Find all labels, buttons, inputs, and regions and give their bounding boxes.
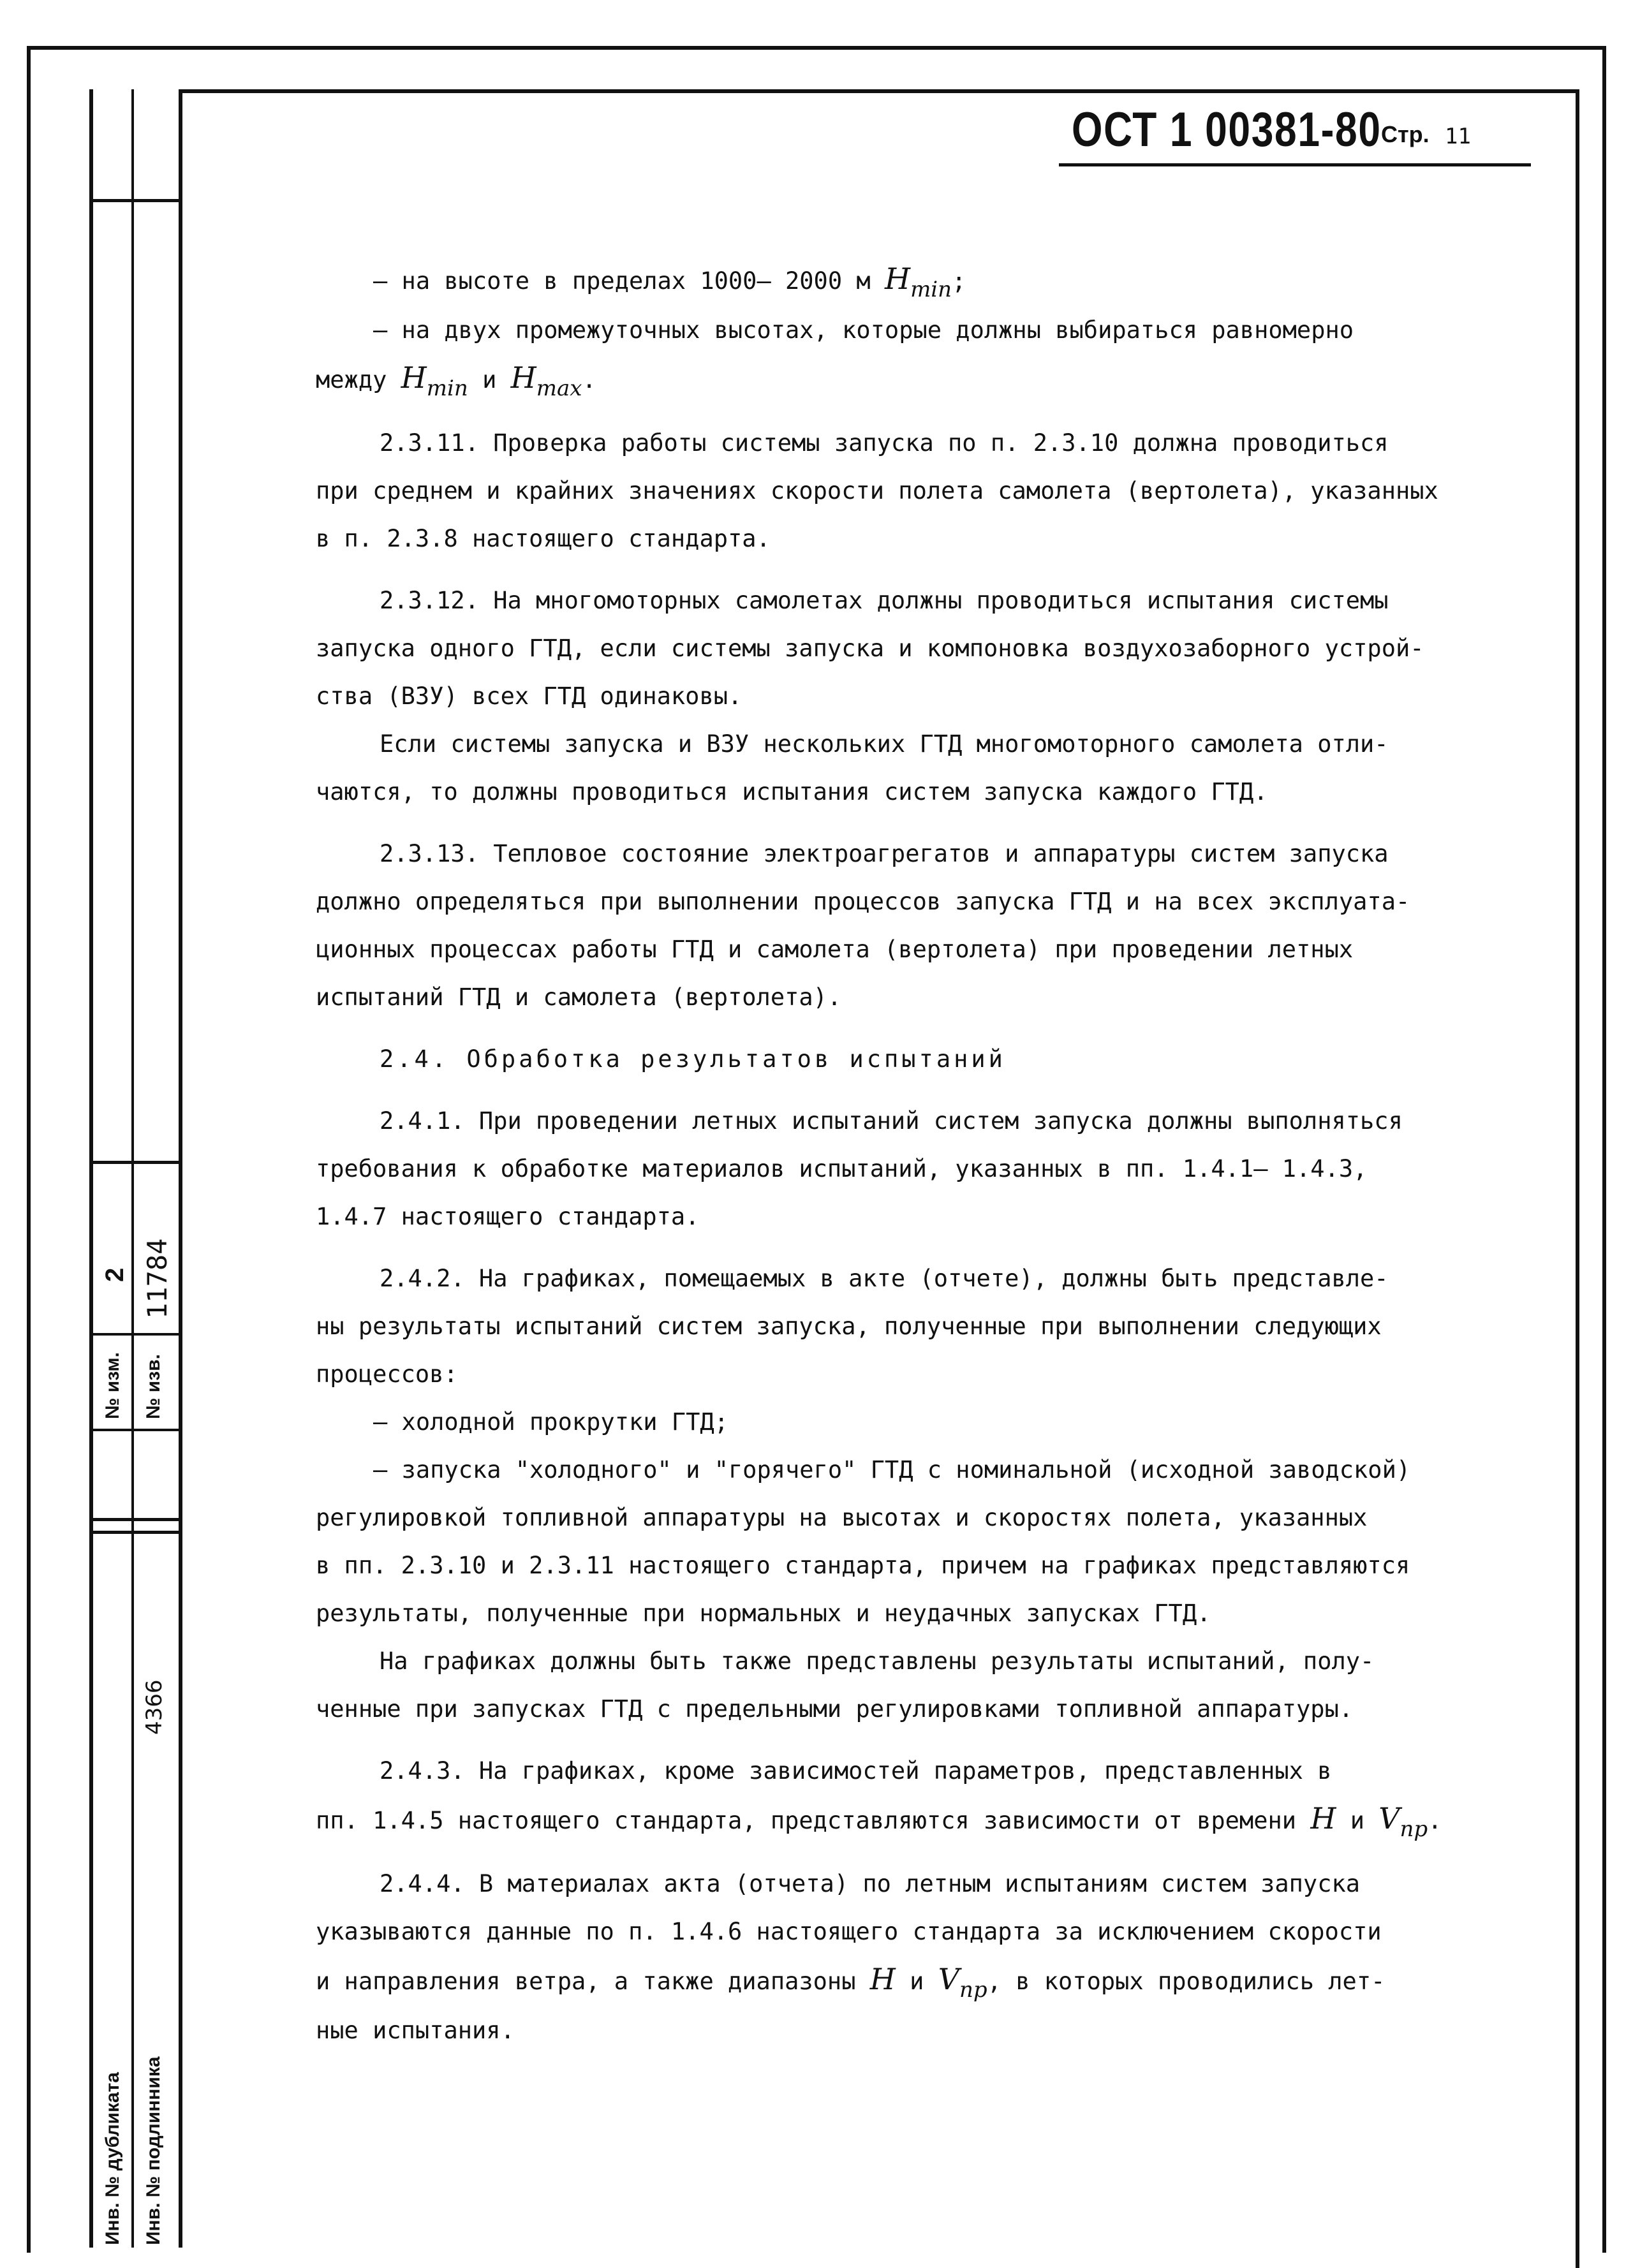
document-header bbox=[1059, 102, 1531, 166]
document-body bbox=[316, 255, 1540, 2054]
original-inventory-number: 4366 bbox=[142, 1679, 167, 1735]
subscript-min: min bbox=[426, 376, 468, 401]
symbol-v: V bbox=[938, 1962, 959, 1996]
text-line: ционных процессах работы ГТД и самолета (вертолета) при проведении летных bbox=[316, 936, 1354, 963]
text-line: результаты, полученные при нормальных и неудачных запусках ГТД. bbox=[316, 1600, 1211, 1627]
change-number: 2 bbox=[101, 1267, 129, 1282]
symbol-h: H bbox=[869, 1962, 896, 1996]
symbol-v: V bbox=[1378, 1801, 1400, 1836]
text-line: 2.4.4. В материалах акта (отчета) по летным испытаниям систем запуска bbox=[380, 1870, 1361, 1897]
text-line: 1.4.7 настоящего стандарта. bbox=[316, 1203, 700, 1230]
text-line: пп. 1.4.5 настоящего стандарта, представляются зависимости от времени H и Vпр. bbox=[316, 1801, 1442, 1842]
text-line: указываются данные по п. 1.4.6 настоящего стандарта за исключением скорости bbox=[316, 1918, 1382, 1945]
text-line: испытаний ГТД и самолета (вертолета). bbox=[316, 983, 842, 1011]
right-edge-line bbox=[1576, 1193, 1605, 2248]
text-line: – запуска "холодного" и "горячего" ГТД с номинальной (исходной заводской) bbox=[373, 1456, 1411, 1484]
text-line: и направления ветра, а также диапазоны H и Vпр, в которых проводились лет- bbox=[316, 1962, 1385, 2003]
text-line: между Hmin и Hmax. bbox=[316, 360, 596, 401]
text-line: – на двух промежуточных высотах, которые должны выбираться равномерно bbox=[373, 316, 1354, 344]
margin-rule bbox=[89, 1531, 182, 1534]
change-label: № изм. bbox=[102, 1352, 123, 1419]
text-line: процессов: bbox=[316, 1360, 458, 1388]
subscript-min: min bbox=[910, 277, 952, 302]
text-line: ства (ВЗУ) всех ГТД одинаковы. bbox=[316, 682, 742, 710]
duplicate-inventory-label: Инв. № дубликата bbox=[102, 2072, 123, 2245]
text-line: чаются, то должны проводиться испытания систем запуска каждого ГТД. bbox=[316, 778, 1268, 806]
margin-rule bbox=[89, 1518, 182, 1521]
text-line: ные испытания. bbox=[316, 2017, 515, 2044]
margin-strip bbox=[89, 89, 182, 2248]
text-line: запуска одного ГТД, если системы запуска и компоновка воздухозаборного устрой- bbox=[316, 635, 1424, 662]
text-line: 2.3.13. Тепловое состояние электроагрегатов и аппаратуры систем запуска bbox=[380, 840, 1389, 867]
text-line: в пп. 2.3.10 и 2.3.11 настоящего стандарта, причем на графиках представляются bbox=[316, 1552, 1410, 1579]
notice-label: № изв. bbox=[143, 1354, 164, 1419]
original-inventory-label: Инв. № подлинника bbox=[143, 2056, 164, 2245]
text-line: ны результаты испытаний систем запуска, полученные при выполнении следующих bbox=[316, 1313, 1382, 1340]
text-line: – на высоте в пределах 1000– 2000 м Hmin; bbox=[373, 261, 966, 302]
text-line: в п. 2.3.8 настоящего стандарта. bbox=[316, 525, 771, 552]
margin-rule bbox=[89, 199, 182, 202]
text-line: Если системы запуска и ВЗУ нескольких ГТД многомоторного самолета отли- bbox=[380, 730, 1389, 758]
text-line: регулировкой топливной аппаратуры на высотах и скоростях полета, указанных bbox=[316, 1504, 1368, 1531]
section-heading: 2.4. Обработка результатов испытаний bbox=[380, 1045, 1006, 1073]
subscript-max: max bbox=[536, 376, 582, 401]
text-line: 2.3.11. Проверка работы системы запуска по п. 2.3.10 должна проводиться bbox=[380, 429, 1389, 457]
text-line: 2.4.1. При проведении летных испытаний систем запуска должны выполняться bbox=[380, 1107, 1403, 1135]
margin-strip-divider bbox=[131, 89, 134, 2248]
text-line: На графиках должны быть также представлены результаты испытаний, полу- bbox=[380, 1647, 1375, 1675]
text-line: ченные при запусках ГТД с предельными регулировками топливной аппаратуры. bbox=[316, 1695, 1354, 1723]
page-number: 11 bbox=[1445, 124, 1471, 149]
subscript-np: пр bbox=[1400, 1816, 1428, 1842]
standard-number: ОСТ 1 00381-80 bbox=[1072, 103, 1382, 157]
page-label: Стр. bbox=[1381, 121, 1429, 147]
notice-number: 11784 bbox=[142, 1238, 173, 1319]
text-line: 2.3.12. На многомоторных самолетах должны проводиться испытания системы bbox=[380, 587, 1389, 614]
text-line: должно определяться при выполнении процессов запуска ГТД и на всех эксплуата- bbox=[316, 888, 1410, 915]
margin-rule bbox=[89, 1429, 182, 1431]
symbol-h: H bbox=[510, 360, 536, 395]
text-line: – холодной прокрутки ГТД; bbox=[373, 1408, 728, 1436]
margin-rule bbox=[89, 1333, 182, 1336]
subscript-np: пр bbox=[959, 1977, 987, 2003]
text-line: требования к обработке материалов испытаний, указанных в пп. 1.4.1– 1.4.3, bbox=[316, 1155, 1368, 1182]
symbol-h: H bbox=[401, 360, 427, 395]
text-line: 2.4.2. На графиках, помещаемых в акте (отчете), должны быть представле- bbox=[380, 1265, 1389, 1292]
margin-rule bbox=[89, 1161, 182, 1164]
symbol-h: H bbox=[1310, 1801, 1336, 1836]
text-line: 2.4.3. На графиках, кроме зависимостей параметров, представленных в bbox=[380, 1757, 1332, 1785]
text-line: при среднем и крайних значениях скорости полета самолета (вертолета), указанных bbox=[316, 477, 1438, 504]
symbol-h: H bbox=[884, 261, 911, 296]
